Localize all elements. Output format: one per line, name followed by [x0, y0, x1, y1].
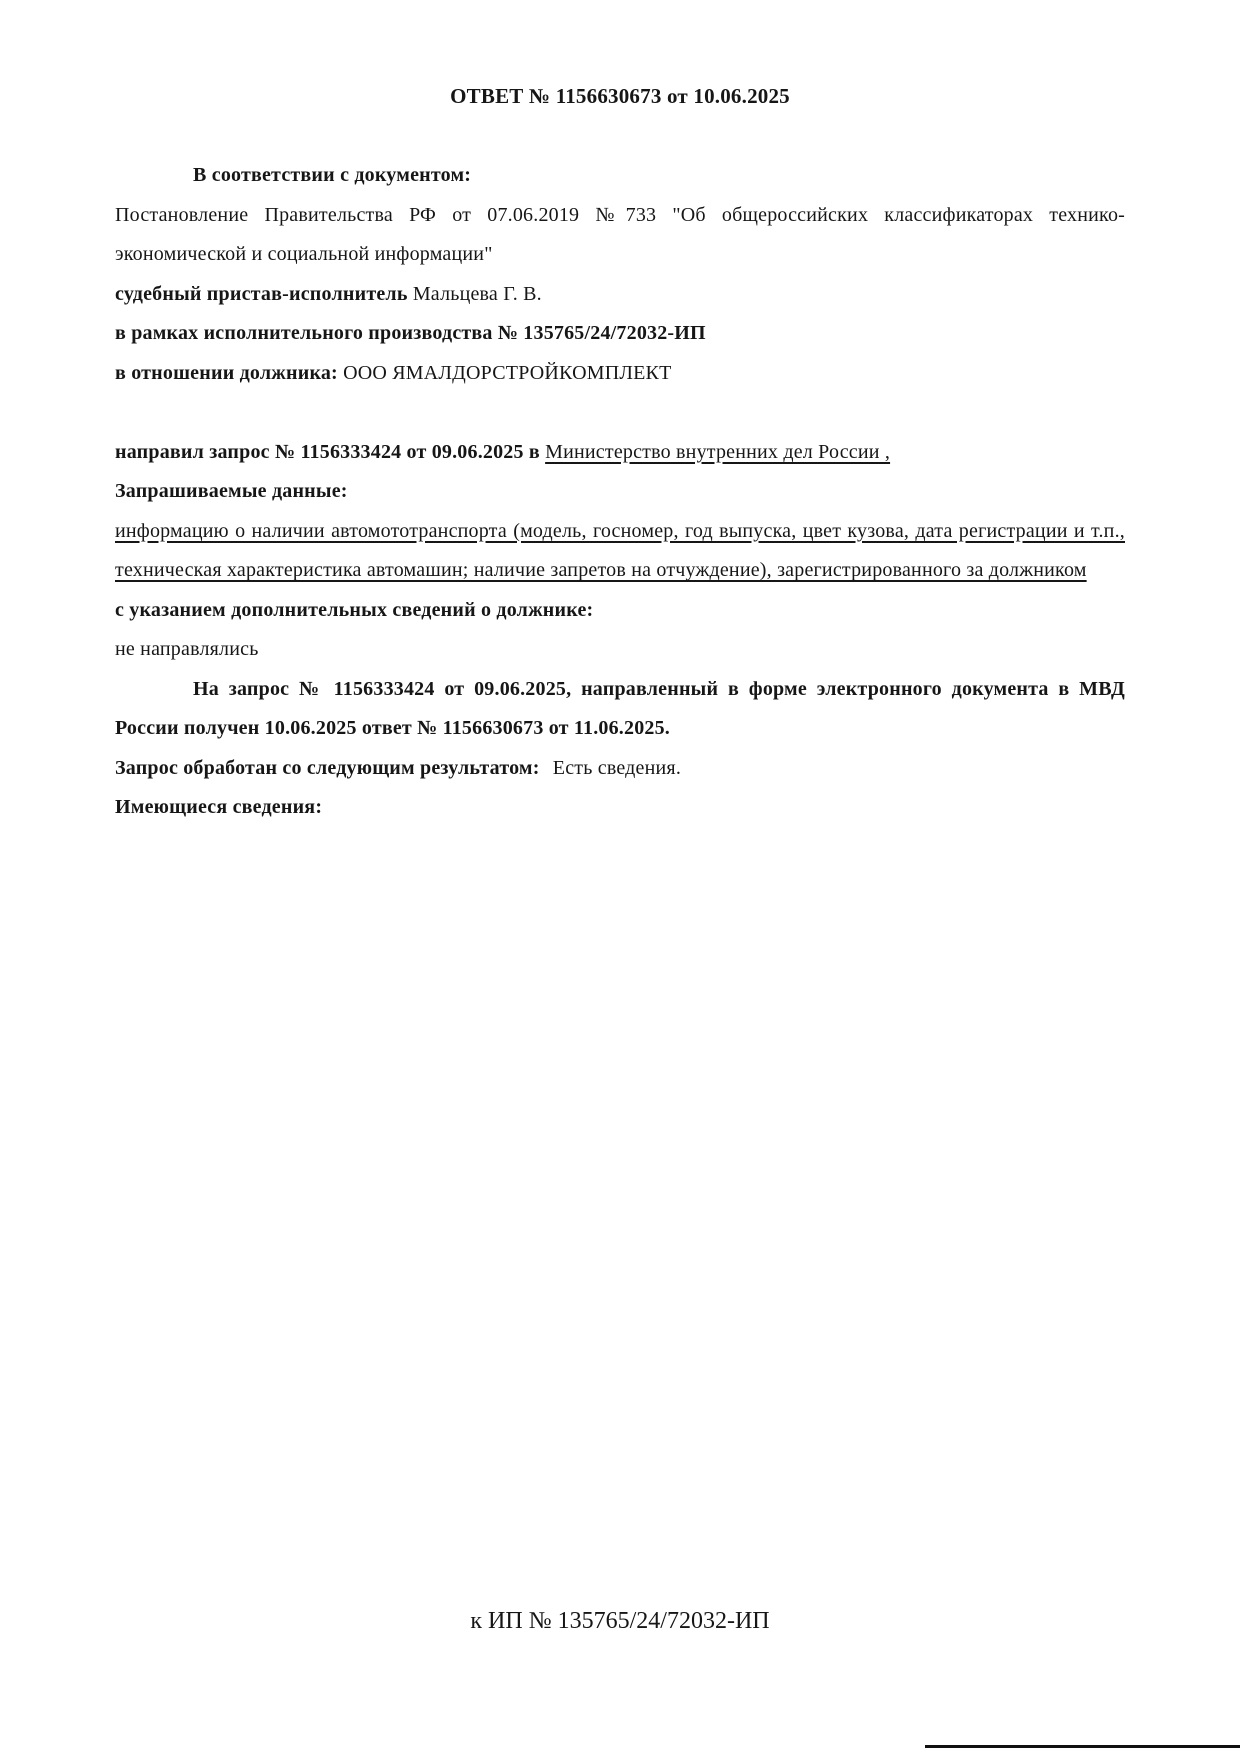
result-line: [115, 749, 1125, 789]
request-sent-line: [115, 433, 1125, 473]
debtor-line: [115, 354, 1125, 394]
available-info-label: Имеющиеся сведения:: [115, 796, 323, 818]
basis-text: Постановление Правительства РФ от 07.06.2019 №733 "Об общероссийских классификаторах технико-экономической и социальной информации": [115, 203, 1125, 265]
request-recipient: Министерство внутренних дел России ,: [545, 440, 891, 463]
scan-artifact-line: [925, 1745, 1240, 1748]
proceeding-line: в рамках исполнительного производства № 135765/24/72032-ИП: [115, 322, 706, 344]
document-body: [115, 77, 1125, 828]
details-value: не направлялись: [115, 638, 259, 660]
result-label: Запрос обработан со следующим результатом:: [115, 756, 540, 779]
requested-data-label: Запрашиваемые данные:: [115, 480, 348, 502]
officer-name: Мальцева Г. В.: [412, 282, 542, 305]
blank-line: [115, 393, 1125, 433]
requested-data-paragraph: [115, 512, 1125, 591]
debtor-label: в отношении должника:: [115, 361, 338, 384]
lead-line: В соответствии с документом:: [193, 164, 472, 186]
requested-data-text: информацию о наличии автомототранспорта (модель, госномер, год выпуска, цвет кузова, дата регистрации и т.п., техническая характеристика автомашин; наличие запретов на отчуждение), зарегистрированного за должником: [115, 519, 1125, 581]
blank-line: [115, 117, 1125, 157]
officer-line: [115, 275, 1125, 315]
details-label: с указанием дополнительных сведений о должнике:: [115, 598, 594, 621]
request-sent-prefix: направил запрос № 1156333424 от 09.06.2025 в: [115, 440, 540, 463]
document-title: ОТВЕТ № 1156630673 от 10.06.2025: [450, 84, 790, 108]
basis-paragraph: [115, 196, 1125, 275]
debtor-name: ООО ЯМАЛДОРСТРОЙКОМПЛЕКТ: [343, 361, 672, 384]
result-value: Есть сведения.: [552, 756, 682, 779]
footer-case-reference: к ИП № 135765/24/72032-ИП: [470, 1608, 770, 1634]
officer-label: судебный пристав-исполнитель: [115, 282, 408, 305]
response-received-paragraph: На запрос № 1156333424 от 09.06.2025, направленный в форме электронного документа в МВД России получен 10.06.2025 ответ № 1156630673 от 11.06.2025.: [115, 677, 1125, 739]
